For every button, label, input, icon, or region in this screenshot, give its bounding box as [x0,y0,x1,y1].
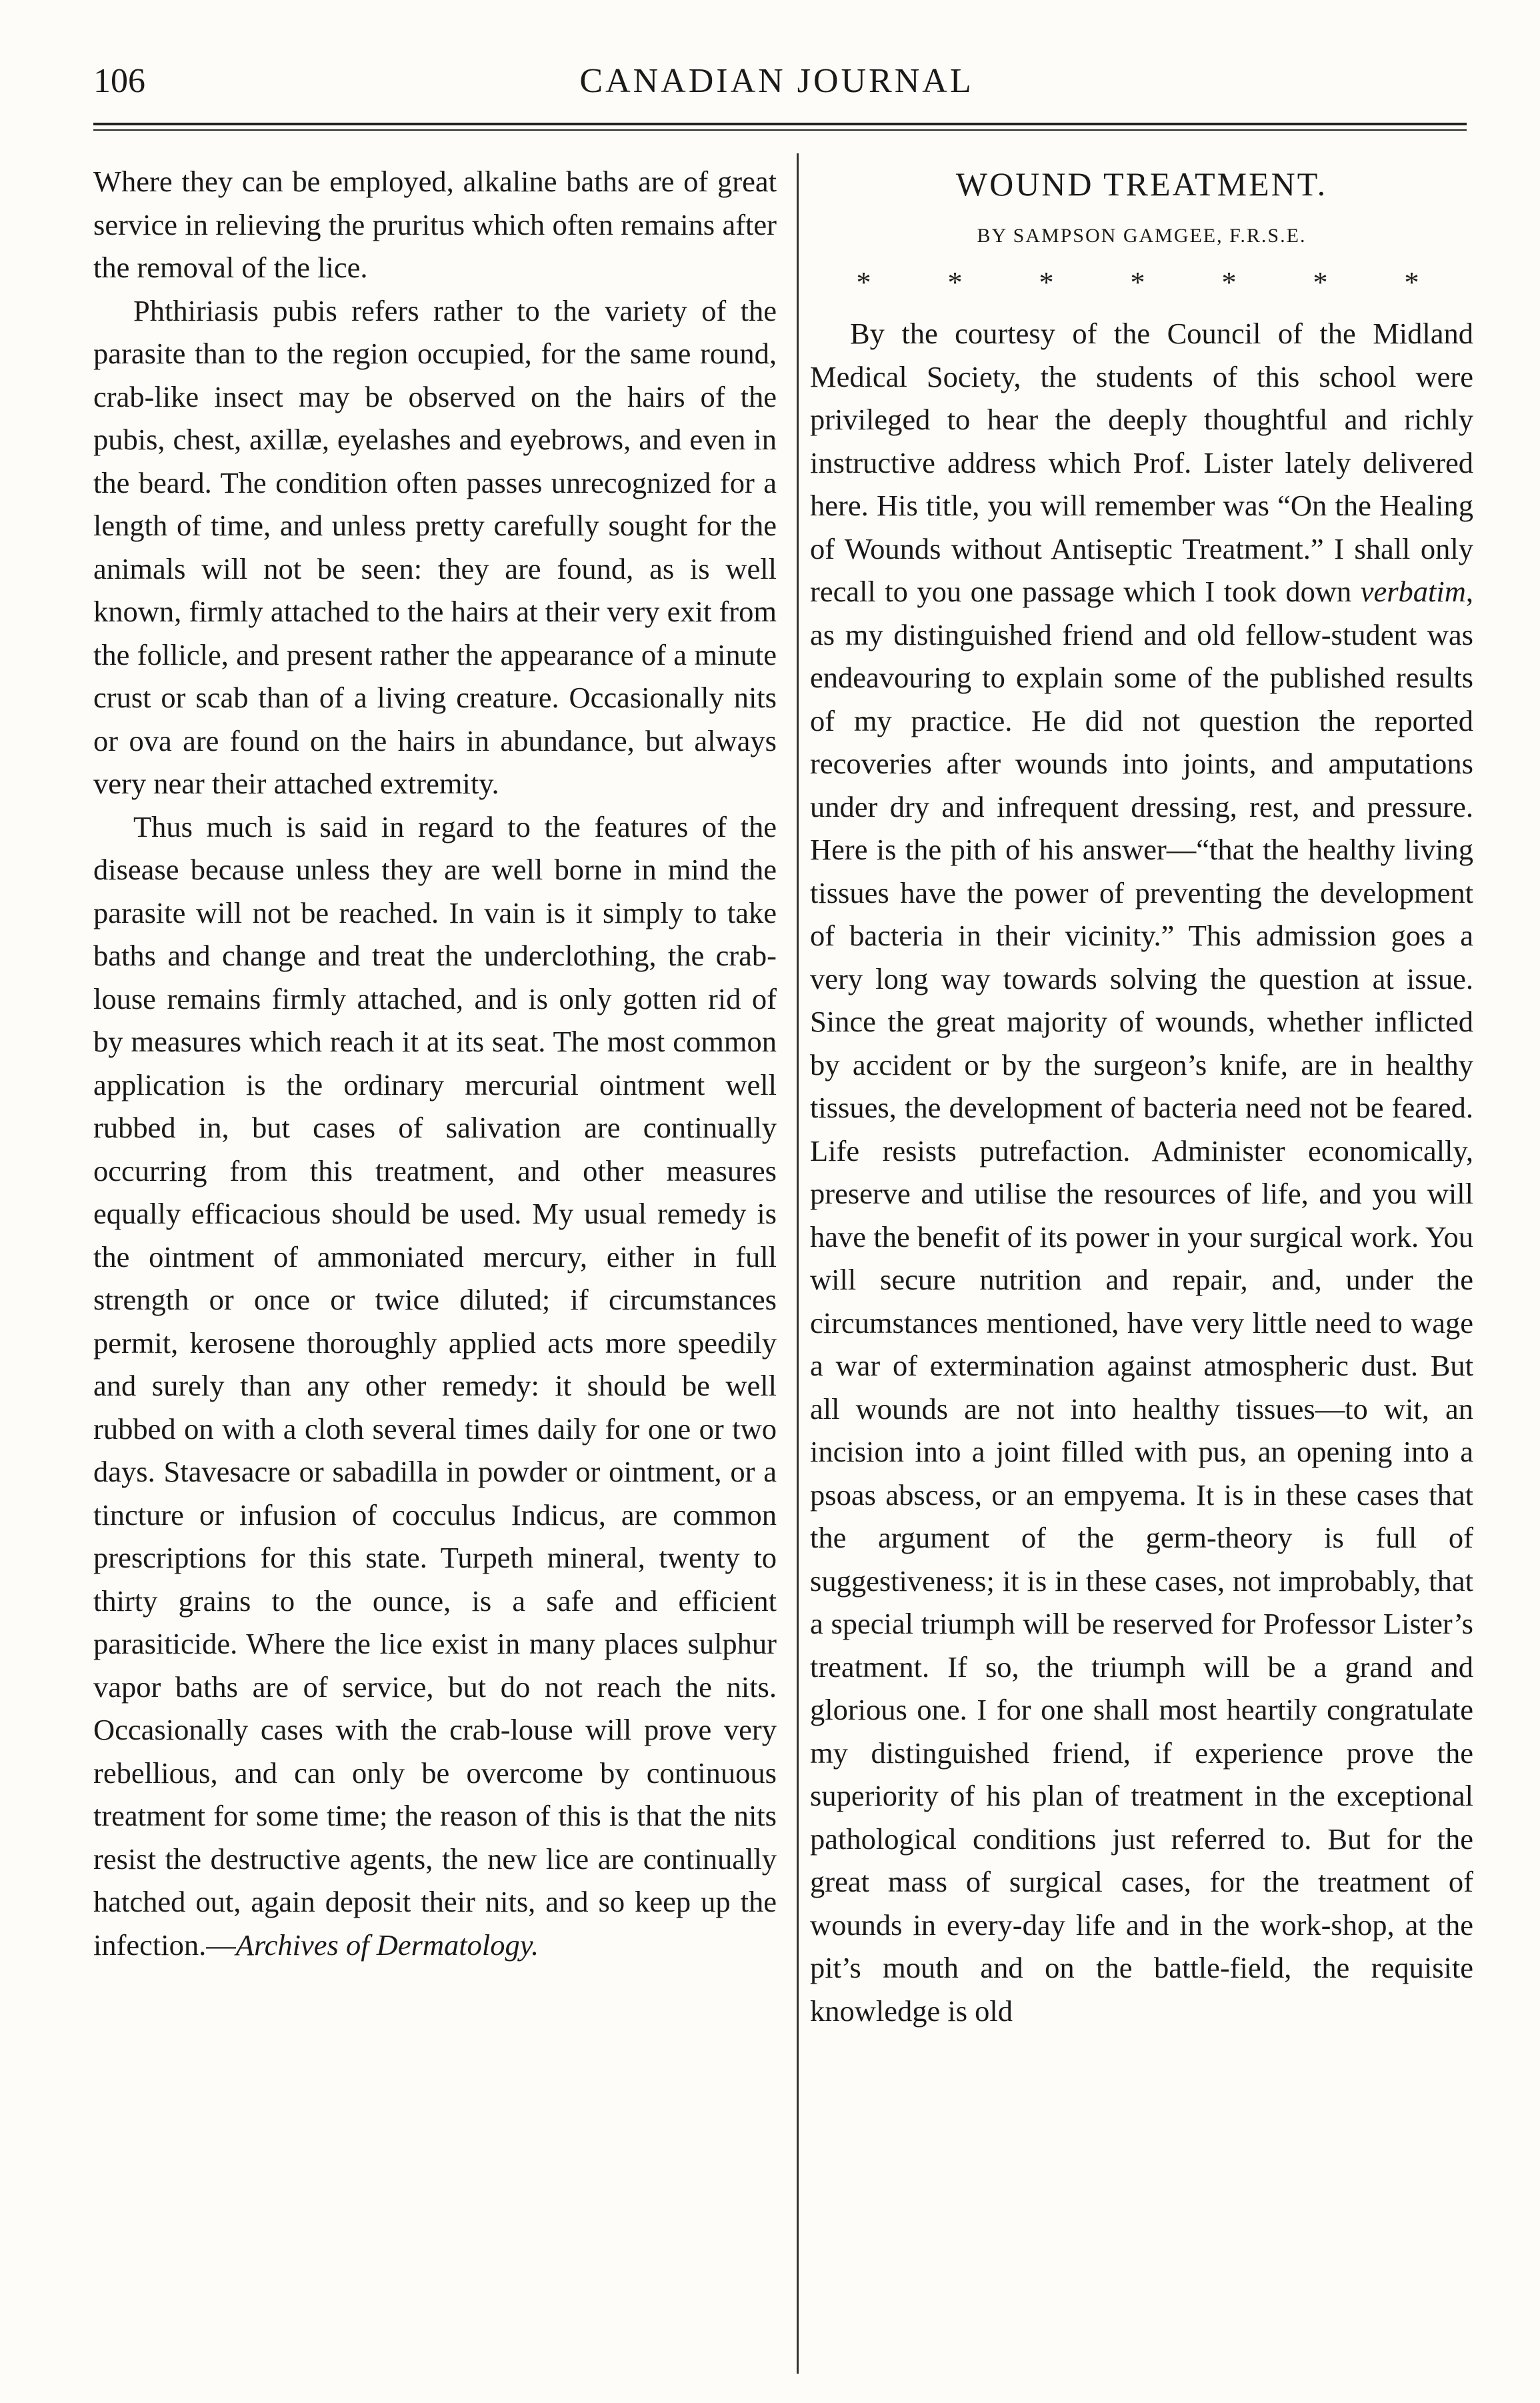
page-number: 106 [93,62,145,100]
left-paragraph-3 [93,805,777,1967]
source-citation: Archives of Dermatology. [235,1928,539,1962]
left-paragraph-3-text: Thus much is said in regard to the features of the disease because unless they are well borne in mind the parasite will not be reached. In vain is it simply to take baths and change and treat the underclothing, the crab-louse remains firmly attached, and is only gotten rid of by measures which reach it at its seat. The most common application is the ordinary mercurial ointment well rubbed in, but cases of salivation are continually occurring from this treatment, and other measures equally efficacious should be used. My usual remedy is the ointment of ammoniated mercury, either in full strength or once or twice diluted; if circumstances permit, kerosene thoroughly applied acts more speedily and surely than any other remedy: it should be well rubbed on with a cloth several times daily for one or two days. Stavesacre or sabadilla in powder or ointment, or a tincture or infusion of cocculus Indicus, are common prescriptions for this state. Turpeth mineral, twenty to thirty grains to the ounce, is a safe and efficient parasiticide. Where the lice exist in many places sulphur vapor baths are of service, but do not reach the nits. Occasionally cases with the crab-louse will prove very rebellious, and can only be overcome by continuous treatment for some time; the reason of this is that the nits resist the destructive agents, the new lice are continually hatched out, again deposit their nits, and so keep up the infection.— [93,809,777,1962]
article-title: WOUND TREATMENT. [955,165,1328,203]
left-paragraph-1: Where they can be employed, alkaline baths are of great service in relieving the pruritus which often remains after the removal of the lice. [93,165,777,284]
right-paragraph-1-b: , as my distinguished friend and old fellow-student was endeavouring to explain some of the published results of my practice. He did not question the reported recoveries after wounds into joints, and amputations under dry and infrequent dressing, rest, and pressure. Here is the pith of his answer—“that the healthy living tissues have the power of preventing the development of bacteria in their vicinity.” This admission goes a very long way towards solving the question at issue. Since the great majority of wounds, whether inflicted by accident or by the surgeon’s knife, are in healthy tissues, the development of bacteria need not be feared. Life resists putrefaction. Administer economically, preserve and utilise the resources of life, and you will have the benefit of its power in your surgical work. You will secure nutrition and repair, and, under the circumstances mentioned, have very little need to wage a war of extermination against atmospheric dust. But all wounds are not into healthy tissues—to wit, an incision into a joint filled with pus, an opening into a psoas abscess, or an empyema. It is in these cases that the argument of the germ-theory is full of suggestiveness; it is in these cases, not improbably, that a special triumph will be reserved for Professor Lister’s treatment. If so, the triumph will be a grand and glorious one. I for one shall most heartily congratulate my distinguished friend, if experience prove the superiority of his plan of treatment in the exceptional pathological conditions just referred to. But for the great mass of surgical cases, for the treatment of wounds in every-day life and in the work-shop, at the pit’s mouth and on the battle-field, the requisite knowledge is old [810,575,1473,2028]
page-header [93,61,1460,115]
right-paragraph-1 [810,312,1473,2032]
header-rule-thin [93,129,1467,131]
asterisk-ornament: * * * * * * * [856,266,1454,299]
running-title: CANADIAN JOURNAL [579,62,974,100]
right-paragraph-1-a: By the courtesy of the Council of the Midland Medical Society, the students of this school were privileged to hear the deeply thoughtful and richly instructive address which Prof. Lister lately delivered here. His title, you will remember was “On the Healing of Wounds without Antiseptic Treatment.” I shall only recall to you one passage which I took down [810,317,1473,608]
article-byline: BY SAMPSON GAMGEE, F.R.S.E. [977,225,1307,247]
column-divider [797,153,799,2374]
right-paragraph-1-italic: verbatim [1360,575,1466,608]
header-rule-thick [93,123,1467,125]
right-column [810,160,1473,2032]
left-paragraph-2: Phthiriasis pubis refers rather to the variety of the parasite than to the region occupied, for the same round, crab-like insect may be observed on the hairs of the pubis, chest, axillæ, eyelashes and eyebrows, and even in the beard. The condition often passes unrecognized for a length of time, and unless pretty carefully sought for the animals will not be seen: they are found, as is well known, firmly attached to the hairs at their very exit from the follicle, and present rather the appearance of a minute crust or scab than of a living creature. Occasionally nits or ova are found on the hairs in abundance, but always very near their attached extremity. [93,293,777,800]
left-column [93,160,777,1966]
